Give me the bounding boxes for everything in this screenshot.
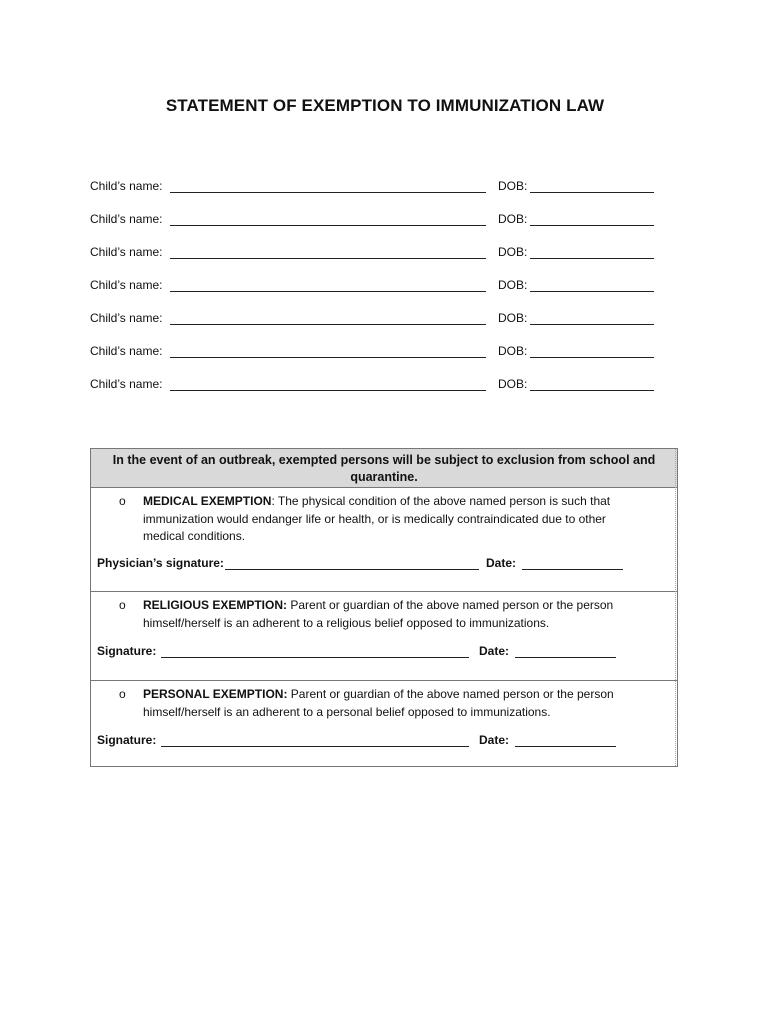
child-name-field[interactable] (170, 244, 486, 259)
child-name-field[interactable] (170, 310, 486, 325)
child-entry-row (90, 210, 670, 243)
personal-signature-field[interactable] (161, 733, 469, 747)
religious-exemption-description: Parent or guardian of the above named person or the person himself/herself is an adherent to a religious belief opposed to immunizations. (143, 598, 614, 630)
child-name-label: Child’s name: (90, 344, 163, 358)
religious-signature-label: Signature: (97, 644, 157, 658)
child-entry-row (90, 243, 670, 276)
personal-signature-line (91, 733, 677, 753)
child-name-label: Child’s name: (90, 311, 163, 325)
religious-exemption-section (91, 592, 677, 681)
child-entry-row (90, 309, 670, 342)
child-name-field[interactable] (170, 178, 486, 193)
medical-date-field[interactable] (522, 556, 623, 570)
child-entry-row (90, 276, 670, 309)
medical-exemption-description: : The physical condition of the above named person is such that immunization would endanger life or health, or is medically contraindicated due to other medical conditions. (143, 494, 611, 543)
dob-label: DOB: (498, 377, 528, 391)
religious-date-field[interactable] (515, 644, 616, 658)
religious-exemption-text (143, 592, 647, 632)
religious-exemption-title: RELIGIOUS EXEMPTION: (143, 598, 288, 612)
child-entries (90, 177, 670, 408)
medical-exemption-section (91, 488, 677, 592)
personal-exemption-checkbox[interactable]: o (119, 687, 126, 701)
child-name-field[interactable] (170, 211, 486, 226)
dob-label: DOB: (498, 278, 528, 292)
child-name-field[interactable] (170, 376, 486, 391)
physician-signature-field[interactable] (225, 556, 479, 570)
personal-date-label: Date: (479, 733, 510, 747)
medical-date-label: Date: (486, 555, 517, 570)
religious-date-label: Date: (479, 644, 510, 658)
child-name-label: Child’s name: (90, 179, 163, 193)
dob-label: DOB: (498, 245, 528, 259)
medical-exemption-text (143, 488, 647, 546)
dob-label: DOB: (498, 311, 528, 325)
child-name-label: Child’s name: (90, 245, 163, 259)
dob-field[interactable] (530, 343, 654, 358)
exemption-box (90, 448, 678, 767)
child-entry-row (90, 342, 670, 375)
dob-label: DOB: (498, 344, 528, 358)
page-title: STATEMENT OF EXEMPTION TO IMMUNIZATION LAW (165, 96, 605, 115)
personal-exemption-section (91, 681, 677, 767)
personal-signature-label: Signature: (97, 733, 157, 747)
child-name-field[interactable] (170, 343, 486, 358)
personal-exemption-description: Parent or guardian of the above named person or the person himself/herself is an adherent to a personal belief opposed to immunizations. (143, 687, 614, 719)
dob-field[interactable] (530, 178, 654, 193)
child-entry-row (90, 177, 670, 210)
child-name-label: Child’s name: (90, 212, 163, 226)
outbreak-notice: In the event of an outbreak, exempted persons will be subject to exclusion from school and quarantine. (91, 449, 677, 488)
child-entry-row (90, 375, 670, 408)
religious-exemption-checkbox[interactable]: o (119, 598, 126, 612)
child-name-label: Child’s name: (90, 377, 163, 391)
child-name-field[interactable] (170, 277, 486, 292)
personal-exemption-title: PERSONAL EXEMPTION: (143, 687, 288, 701)
personal-date-field[interactable] (515, 733, 616, 747)
religious-signature-field[interactable] (161, 644, 469, 658)
dob-field[interactable] (530, 244, 654, 259)
dob-field[interactable] (530, 277, 654, 292)
personal-exemption-text (143, 681, 647, 721)
physician-signature-line (91, 556, 677, 576)
child-name-label: Child’s name: (90, 278, 163, 292)
dob-label: DOB: (498, 179, 528, 193)
physician-signature-label: Physician’s signature: (97, 555, 224, 570)
dob-field[interactable] (530, 376, 654, 391)
medical-exemption-checkbox[interactable]: o (119, 494, 126, 508)
dob-field[interactable] (530, 310, 654, 325)
dob-field[interactable] (530, 211, 654, 226)
dob-label: DOB: (498, 212, 528, 226)
religious-signature-line (91, 644, 677, 664)
medical-exemption-title: MEDICAL EXEMPTION (143, 494, 272, 508)
